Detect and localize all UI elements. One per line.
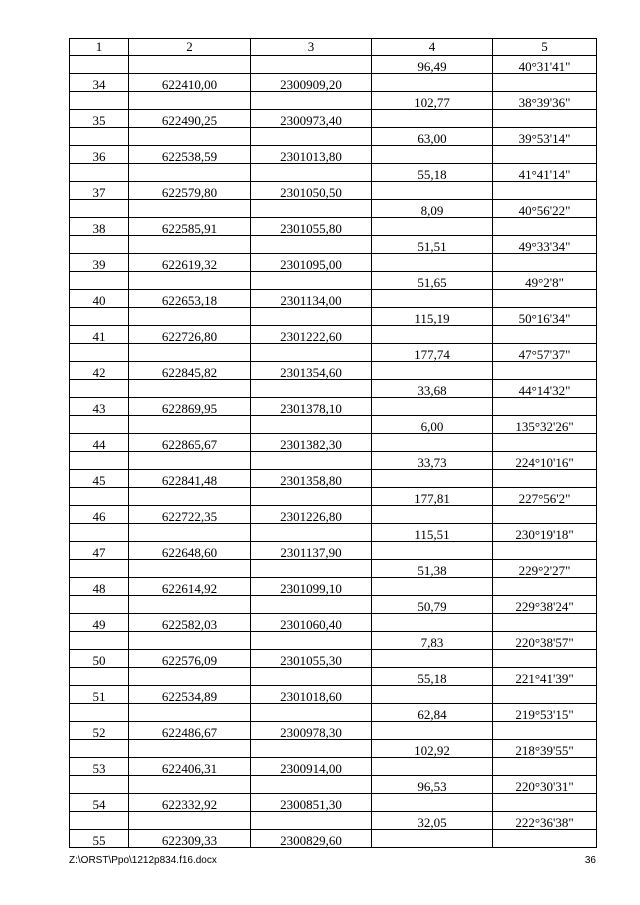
- cell-point-number: [70, 272, 129, 290]
- cell-coord-y: 2301222,60: [251, 326, 372, 344]
- cell-point-number: [70, 668, 129, 686]
- cell-distance: [372, 722, 493, 740]
- cell-coord-y: [251, 272, 372, 290]
- cell-distance: [372, 470, 493, 488]
- cell-coord-y: [251, 380, 372, 398]
- cell-distance: [372, 218, 493, 236]
- cell-point-number: [70, 560, 129, 578]
- cell-coord-x: [129, 344, 251, 362]
- table-row: [70, 830, 597, 848]
- table-row: [70, 794, 597, 812]
- cell-distance: 115,51: [372, 524, 493, 542]
- cell-point-number: 53: [70, 758, 129, 776]
- cell-coord-y: 2301013,80: [251, 146, 372, 164]
- cell-bearing: [493, 470, 597, 488]
- table-row: [70, 146, 597, 164]
- cell-point-number: [70, 632, 129, 650]
- cell-distance: 55,18: [372, 668, 493, 686]
- cell-point-number: 44: [70, 434, 129, 452]
- cell-distance: [372, 614, 493, 632]
- cell-coord-x: [129, 668, 251, 686]
- cell-distance: 51,38: [372, 560, 493, 578]
- header-col-4: 4: [372, 39, 493, 56]
- table-row: [70, 470, 597, 488]
- cell-bearing: 41°41'14": [493, 164, 597, 182]
- table-row: [70, 236, 597, 254]
- cell-bearing: [493, 218, 597, 236]
- table-row: [70, 650, 597, 668]
- table-row: [70, 254, 597, 272]
- cell-bearing: [493, 758, 597, 776]
- cell-point-number: 37: [70, 182, 129, 200]
- table-row: [70, 614, 597, 632]
- table-row: [70, 740, 597, 758]
- cell-bearing: [493, 542, 597, 560]
- cell-point-number: 38: [70, 218, 129, 236]
- cell-bearing: 49°2'8": [493, 272, 597, 290]
- cell-distance: 55,18: [372, 164, 493, 182]
- header-col-2: 2: [129, 39, 251, 56]
- cell-distance: 33,73: [372, 452, 493, 470]
- cell-coord-y: [251, 812, 372, 830]
- cell-point-number: 42: [70, 362, 129, 380]
- cell-distance: 7,83: [372, 632, 493, 650]
- cell-coord-x: [129, 380, 251, 398]
- cell-bearing: [493, 506, 597, 524]
- cell-distance: 51,65: [372, 272, 493, 290]
- cell-coord-y: [251, 488, 372, 506]
- cell-point-number: [70, 164, 129, 182]
- table-row: [70, 362, 597, 380]
- cell-point-number: [70, 416, 129, 434]
- cell-coord-y: 2301050,50: [251, 182, 372, 200]
- cell-point-number: 55: [70, 830, 129, 848]
- cell-distance: [372, 794, 493, 812]
- cell-coord-x: [129, 416, 251, 434]
- cell-coord-y: [251, 704, 372, 722]
- cell-coord-y: [251, 560, 372, 578]
- cell-coord-y: 2301060,40: [251, 614, 372, 632]
- cell-bearing: 220°38'57": [493, 632, 597, 650]
- cell-bearing: 230°19'18": [493, 524, 597, 542]
- cell-coord-y: [251, 128, 372, 146]
- cell-distance: [372, 110, 493, 128]
- table-row: [70, 128, 597, 146]
- cell-coord-x: [129, 128, 251, 146]
- cell-coord-y: 2301134,00: [251, 290, 372, 308]
- cell-distance: 62,84: [372, 704, 493, 722]
- cell-coord-x: [129, 56, 251, 74]
- cell-coord-x: 622585,91: [129, 218, 251, 236]
- table-row: [70, 326, 597, 344]
- table-row: [70, 308, 597, 326]
- cell-bearing: [493, 686, 597, 704]
- table-row: [70, 578, 597, 596]
- table-row: [70, 200, 597, 218]
- cell-distance: 96,49: [372, 56, 493, 74]
- table-row: [70, 272, 597, 290]
- table-row: [70, 668, 597, 686]
- cell-coord-y: [251, 308, 372, 326]
- cell-distance: [372, 182, 493, 200]
- table-row: [70, 524, 597, 542]
- cell-point-number: 51: [70, 686, 129, 704]
- cell-bearing: 219°53'15": [493, 704, 597, 722]
- cell-bearing: [493, 110, 597, 128]
- table-row: [70, 686, 597, 704]
- cell-bearing: 218°39'55": [493, 740, 597, 758]
- cell-point-number: 45: [70, 470, 129, 488]
- cell-point-number: [70, 380, 129, 398]
- cell-bearing: 220°30'31": [493, 776, 597, 794]
- cell-coord-y: 2301378,10: [251, 398, 372, 416]
- cell-point-number: [70, 308, 129, 326]
- cell-bearing: 38°39'36": [493, 92, 597, 110]
- cell-bearing: [493, 74, 597, 92]
- cell-distance: 115,19: [372, 308, 493, 326]
- table-row: [70, 380, 597, 398]
- cell-distance: [372, 74, 493, 92]
- cell-coord-x: 622490,25: [129, 110, 251, 128]
- cell-coord-y: 2301358,80: [251, 470, 372, 488]
- table-row: [70, 164, 597, 182]
- cell-point-number: [70, 344, 129, 362]
- table-row: [70, 398, 597, 416]
- cell-point-number: [70, 776, 129, 794]
- table-row: [70, 92, 597, 110]
- cell-point-number: 34: [70, 74, 129, 92]
- cell-point-number: [70, 92, 129, 110]
- header-col-1: 1: [70, 39, 129, 56]
- cell-coord-y: [251, 668, 372, 686]
- cell-point-number: [70, 524, 129, 542]
- cell-coord-x: 622845,82: [129, 362, 251, 380]
- footer-file-path: Z:\ORST\Ppo\1212p834.f16.docx: [69, 855, 217, 866]
- cell-bearing: [493, 362, 597, 380]
- cell-coord-x: [129, 560, 251, 578]
- cell-coord-x: 622410,00: [129, 74, 251, 92]
- table-row: [70, 812, 597, 830]
- coordinates-table: [69, 38, 597, 848]
- cell-bearing: [493, 398, 597, 416]
- cell-coord-y: [251, 632, 372, 650]
- cell-bearing: [493, 434, 597, 452]
- cell-coord-x: [129, 596, 251, 614]
- cell-point-number: [70, 740, 129, 758]
- table-row: [70, 560, 597, 578]
- cell-point-number: 47: [70, 542, 129, 560]
- cell-bearing: [493, 326, 597, 344]
- cell-distance: 6,00: [372, 416, 493, 434]
- cell-point-number: [70, 704, 129, 722]
- cell-coord-y: [251, 452, 372, 470]
- cell-coord-y: 2300914,00: [251, 758, 372, 776]
- cell-coord-x: 622865,67: [129, 434, 251, 452]
- cell-coord-x: 622653,18: [129, 290, 251, 308]
- cell-coord-y: 2300973,40: [251, 110, 372, 128]
- cell-bearing: [493, 146, 597, 164]
- cell-distance: [372, 542, 493, 560]
- cell-coord-x: 622332,92: [129, 794, 251, 812]
- cell-bearing: 221°41'39": [493, 668, 597, 686]
- cell-coord-x: 622538,59: [129, 146, 251, 164]
- cell-coord-x: [129, 812, 251, 830]
- cell-coord-x: 622726,80: [129, 326, 251, 344]
- cell-distance: [372, 434, 493, 452]
- cell-coord-x: [129, 632, 251, 650]
- table-row: [70, 722, 597, 740]
- cell-distance: [372, 362, 493, 380]
- cell-distance: 177,74: [372, 344, 493, 362]
- cell-coord-x: 622619,32: [129, 254, 251, 272]
- cell-bearing: 44°14'32": [493, 380, 597, 398]
- cell-point-number: 43: [70, 398, 129, 416]
- cell-coord-y: [251, 200, 372, 218]
- cell-point-number: [70, 812, 129, 830]
- cell-coord-x: 622722,35: [129, 506, 251, 524]
- cell-coord-y: 2301226,80: [251, 506, 372, 524]
- cell-distance: 63,00: [372, 128, 493, 146]
- cell-distance: 50,79: [372, 596, 493, 614]
- cell-coord-y: 2300829,60: [251, 830, 372, 848]
- table-row: [70, 776, 597, 794]
- cell-distance: 33,68: [372, 380, 493, 398]
- cell-coord-y: 2300851,30: [251, 794, 372, 812]
- cell-bearing: 49°33'34": [493, 236, 597, 254]
- table-row: [70, 290, 597, 308]
- table-row: [70, 506, 597, 524]
- cell-coord-y: 2300909,20: [251, 74, 372, 92]
- cell-point-number: 39: [70, 254, 129, 272]
- cell-bearing: [493, 650, 597, 668]
- table-body: [70, 56, 597, 848]
- cell-coord-x: 622534,89: [129, 686, 251, 704]
- cell-coord-x: [129, 272, 251, 290]
- cell-coord-x: [129, 740, 251, 758]
- cell-coord-x: 622309,33: [129, 830, 251, 848]
- cell-coord-y: 2301137,90: [251, 542, 372, 560]
- cell-distance: [372, 326, 493, 344]
- cell-distance: [372, 254, 493, 272]
- cell-distance: [372, 146, 493, 164]
- cell-coord-y: [251, 164, 372, 182]
- cell-coord-x: [129, 776, 251, 794]
- table-row: [70, 452, 597, 470]
- table-row: [70, 596, 597, 614]
- cell-coord-y: [251, 416, 372, 434]
- cell-distance: [372, 290, 493, 308]
- cell-coord-y: [251, 596, 372, 614]
- cell-point-number: 35: [70, 110, 129, 128]
- table-row: [70, 56, 597, 74]
- cell-bearing: 222°36'38": [493, 812, 597, 830]
- cell-bearing: 40°31'41": [493, 56, 597, 74]
- header-col-5: 5: [493, 39, 597, 56]
- footer-page-number: 36: [584, 855, 596, 866]
- cell-point-number: 54: [70, 794, 129, 812]
- cell-coord-y: [251, 524, 372, 542]
- cell-coord-y: 2301382,30: [251, 434, 372, 452]
- cell-point-number: 40: [70, 290, 129, 308]
- cell-point-number: [70, 236, 129, 254]
- cell-coord-y: 2301018,60: [251, 686, 372, 704]
- cell-coord-x: [129, 236, 251, 254]
- cell-coord-x: [129, 200, 251, 218]
- cell-point-number: [70, 200, 129, 218]
- cell-distance: [372, 398, 493, 416]
- cell-distance: [372, 650, 493, 668]
- cell-bearing: 50°16'34": [493, 308, 597, 326]
- cell-distance: [372, 686, 493, 704]
- cell-coord-x: [129, 452, 251, 470]
- cell-coord-x: 622406,31: [129, 758, 251, 776]
- cell-coord-y: 2301055,80: [251, 218, 372, 236]
- table-row: [70, 542, 597, 560]
- table-row: [70, 110, 597, 128]
- cell-bearing: [493, 614, 597, 632]
- cell-distance: 51,51: [372, 236, 493, 254]
- cell-coord-x: 622576,09: [129, 650, 251, 668]
- cell-distance: 32,05: [372, 812, 493, 830]
- cell-coord-x: [129, 92, 251, 110]
- cell-bearing: [493, 722, 597, 740]
- cell-point-number: 41: [70, 326, 129, 344]
- cell-coord-y: [251, 56, 372, 74]
- cell-point-number: 52: [70, 722, 129, 740]
- cell-distance: 102,77: [372, 92, 493, 110]
- cell-bearing: [493, 830, 597, 848]
- cell-bearing: 224°10'16": [493, 452, 597, 470]
- cell-bearing: [493, 182, 597, 200]
- cell-coord-y: 2301095,00: [251, 254, 372, 272]
- cell-bearing: [493, 578, 597, 596]
- cell-coord-y: [251, 92, 372, 110]
- cell-coord-y: [251, 236, 372, 254]
- cell-coord-x: 622579,80: [129, 182, 251, 200]
- cell-coord-x: 622486,67: [129, 722, 251, 740]
- cell-coord-x: 622582,03: [129, 614, 251, 632]
- table-row: [70, 416, 597, 434]
- header-col-3: 3: [251, 39, 372, 56]
- cell-coord-x: 622614,92: [129, 578, 251, 596]
- cell-point-number: 50: [70, 650, 129, 668]
- cell-coord-y: 2301099,10: [251, 578, 372, 596]
- cell-point-number: [70, 128, 129, 146]
- cell-coord-x: [129, 488, 251, 506]
- table-row: [70, 218, 597, 236]
- cell-distance: 96,53: [372, 776, 493, 794]
- table-row: [70, 182, 597, 200]
- cell-distance: 8,09: [372, 200, 493, 218]
- cell-coord-x: [129, 704, 251, 722]
- cell-bearing: [493, 290, 597, 308]
- cell-bearing: 229°2'27": [493, 560, 597, 578]
- cell-coord-y: 2301055,30: [251, 650, 372, 668]
- table-row: [70, 488, 597, 506]
- cell-coord-y: 2300978,30: [251, 722, 372, 740]
- cell-point-number: 46: [70, 506, 129, 524]
- cell-point-number: [70, 56, 129, 74]
- table-row: [70, 344, 597, 362]
- cell-distance: 102,92: [372, 740, 493, 758]
- cell-coord-y: [251, 740, 372, 758]
- cell-distance: [372, 506, 493, 524]
- cell-point-number: 48: [70, 578, 129, 596]
- cell-coord-y: [251, 344, 372, 362]
- cell-coord-x: 622869,95: [129, 398, 251, 416]
- table-row: [70, 704, 597, 722]
- cell-coord-y: [251, 776, 372, 794]
- cell-distance: 177,81: [372, 488, 493, 506]
- table-row: [70, 434, 597, 452]
- cell-coord-x: 622648,60: [129, 542, 251, 560]
- cell-bearing: [493, 254, 597, 272]
- cell-point-number: 36: [70, 146, 129, 164]
- cell-coord-x: [129, 524, 251, 542]
- cell-bearing: 47°57'37": [493, 344, 597, 362]
- cell-coord-x: [129, 308, 251, 326]
- table-row: [70, 632, 597, 650]
- table-header-row: [70, 39, 597, 56]
- cell-point-number: [70, 452, 129, 470]
- table-row: [70, 758, 597, 776]
- cell-bearing: 40°56'22": [493, 200, 597, 218]
- cell-point-number: 49: [70, 614, 129, 632]
- cell-point-number: [70, 596, 129, 614]
- cell-bearing: 39°53'14": [493, 128, 597, 146]
- cell-bearing: 227°56'2": [493, 488, 597, 506]
- table-row: [70, 74, 597, 92]
- cell-coord-y: 2301354,60: [251, 362, 372, 380]
- cell-coord-x: [129, 164, 251, 182]
- cell-point-number: [70, 488, 129, 506]
- cell-distance: [372, 830, 493, 848]
- cell-bearing: 229°38'24": [493, 596, 597, 614]
- cell-distance: [372, 758, 493, 776]
- cell-distance: [372, 578, 493, 596]
- cell-bearing: 135°32'26": [493, 416, 597, 434]
- cell-bearing: [493, 794, 597, 812]
- cell-coord-x: 622841,48: [129, 470, 251, 488]
